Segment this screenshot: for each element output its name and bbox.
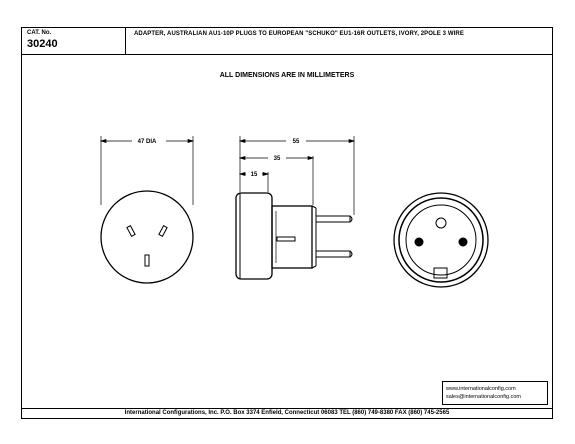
diameter-label: 47 DIA: [137, 139, 157, 145]
flange-length-label: 15: [250, 172, 258, 178]
dimension-labels: [138, 139, 300, 178]
product-description: ADAPTER, AUSTRALIAN AU1-10P PLUGS TO EUROPEAN "SCHUKO" EU1-16R OUTLETS, IVORY, 2POLE 3 WIRE: [134, 31, 464, 37]
diameter-dimension: [101, 136, 193, 205]
australian-plug-front-view: [101, 191, 193, 283]
email-text: sales@internationalconfig.com: [446, 394, 521, 400]
cat-number: 30240: [27, 38, 58, 50]
website-text: www.internationalconfig.com: [446, 386, 516, 392]
schuko-socket-front-view: [394, 193, 488, 287]
adapter-side-view: [236, 193, 352, 279]
overall-length-label: 55: [292, 139, 300, 145]
cat-label: CAT. No.: [27, 30, 52, 36]
body-length-label: 35: [273, 156, 281, 162]
company-footer: International Configurations, Inc. P.O. Box 3374 Enfield, Connecticut 06083 TEL (860) 749-8380 FAX (860) 745-2565: [124, 409, 450, 416]
dimensions-note: ALL DIMENSIONS ARE IN MILLIMETERS: [219, 72, 355, 79]
